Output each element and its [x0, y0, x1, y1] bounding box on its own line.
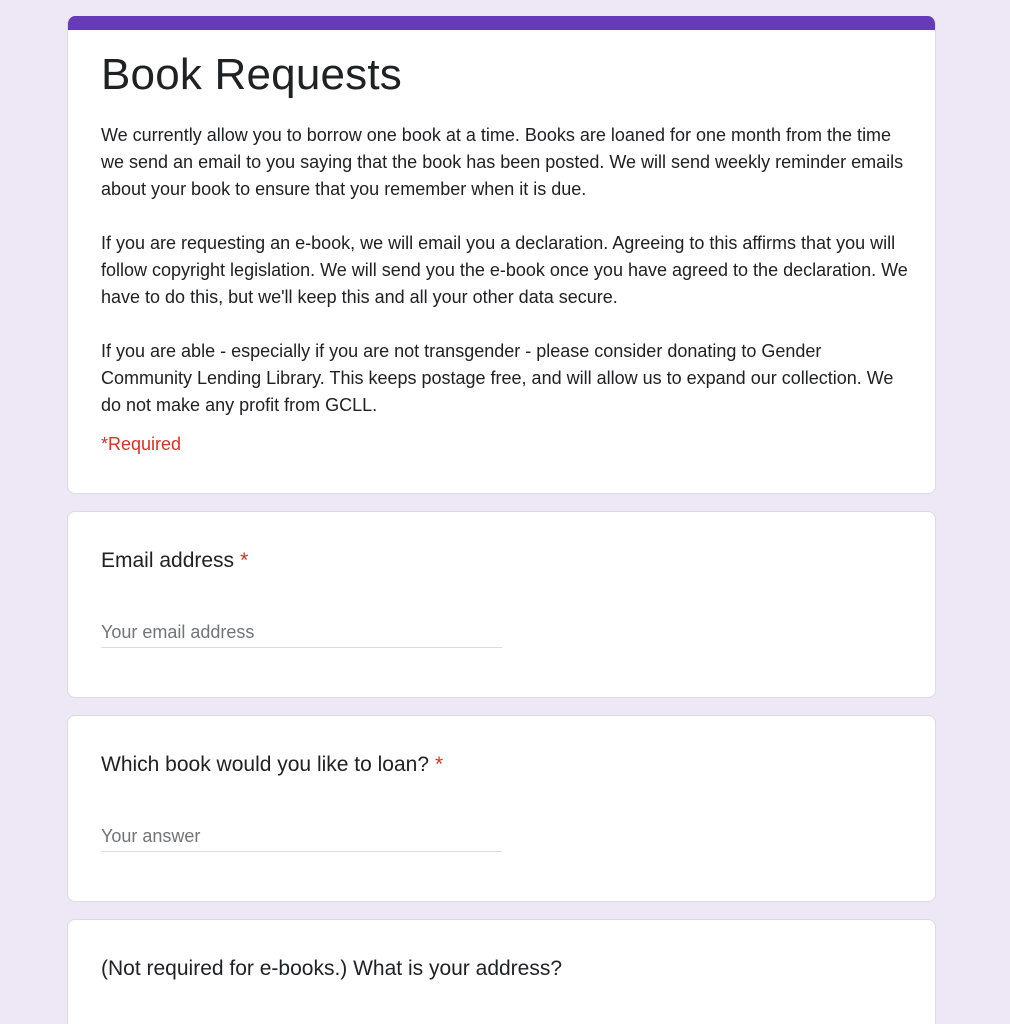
question-label: (Not required for e-books.) What is your address?	[101, 957, 563, 980]
form-description	[101, 122, 911, 446]
description-paragraph: If you are able - especially if you are not transgender - please consider donating to Gender Community Lending Library. This keeps postage free, and will allow us to expand our collection. We do not make any profit from GCLL.	[101, 341, 894, 415]
question-title	[101, 549, 248, 573]
description-paragraph: If you are requesting an e-book, we will email you a declaration. Agreeing to this affirms that you will follow copyright legislation. We will send you the e-book once you have agreed to the declaration. We have to do this, but we'll keep this and all your other data secure.	[101, 233, 908, 307]
question-card-address	[67, 919, 936, 1024]
description-paragraph: We currently allow you to borrow one book at a time. Books are loaned for one month from the time we send an email to you saying that the book has been posted. We will send weekly reminder emails about your book to ensure that you remember when it is due.	[101, 125, 904, 199]
question-card-email	[67, 511, 936, 698]
form-header-card	[67, 16, 936, 494]
required-note: *Required	[101, 434, 182, 454]
form-title: Book Requests	[101, 50, 402, 99]
accent-bar	[68, 16, 935, 30]
question-label: Email address	[101, 549, 235, 572]
question-label: Which book would you like to loan?	[101, 753, 430, 776]
question-title	[101, 957, 562, 981]
required-asterisk: *	[435, 753, 444, 776]
email-field[interactable]	[101, 618, 502, 648]
required-asterisk: *	[240, 549, 249, 572]
book-answer-field[interactable]	[101, 822, 502, 852]
question-card-book	[67, 715, 936, 902]
question-title	[101, 753, 443, 777]
